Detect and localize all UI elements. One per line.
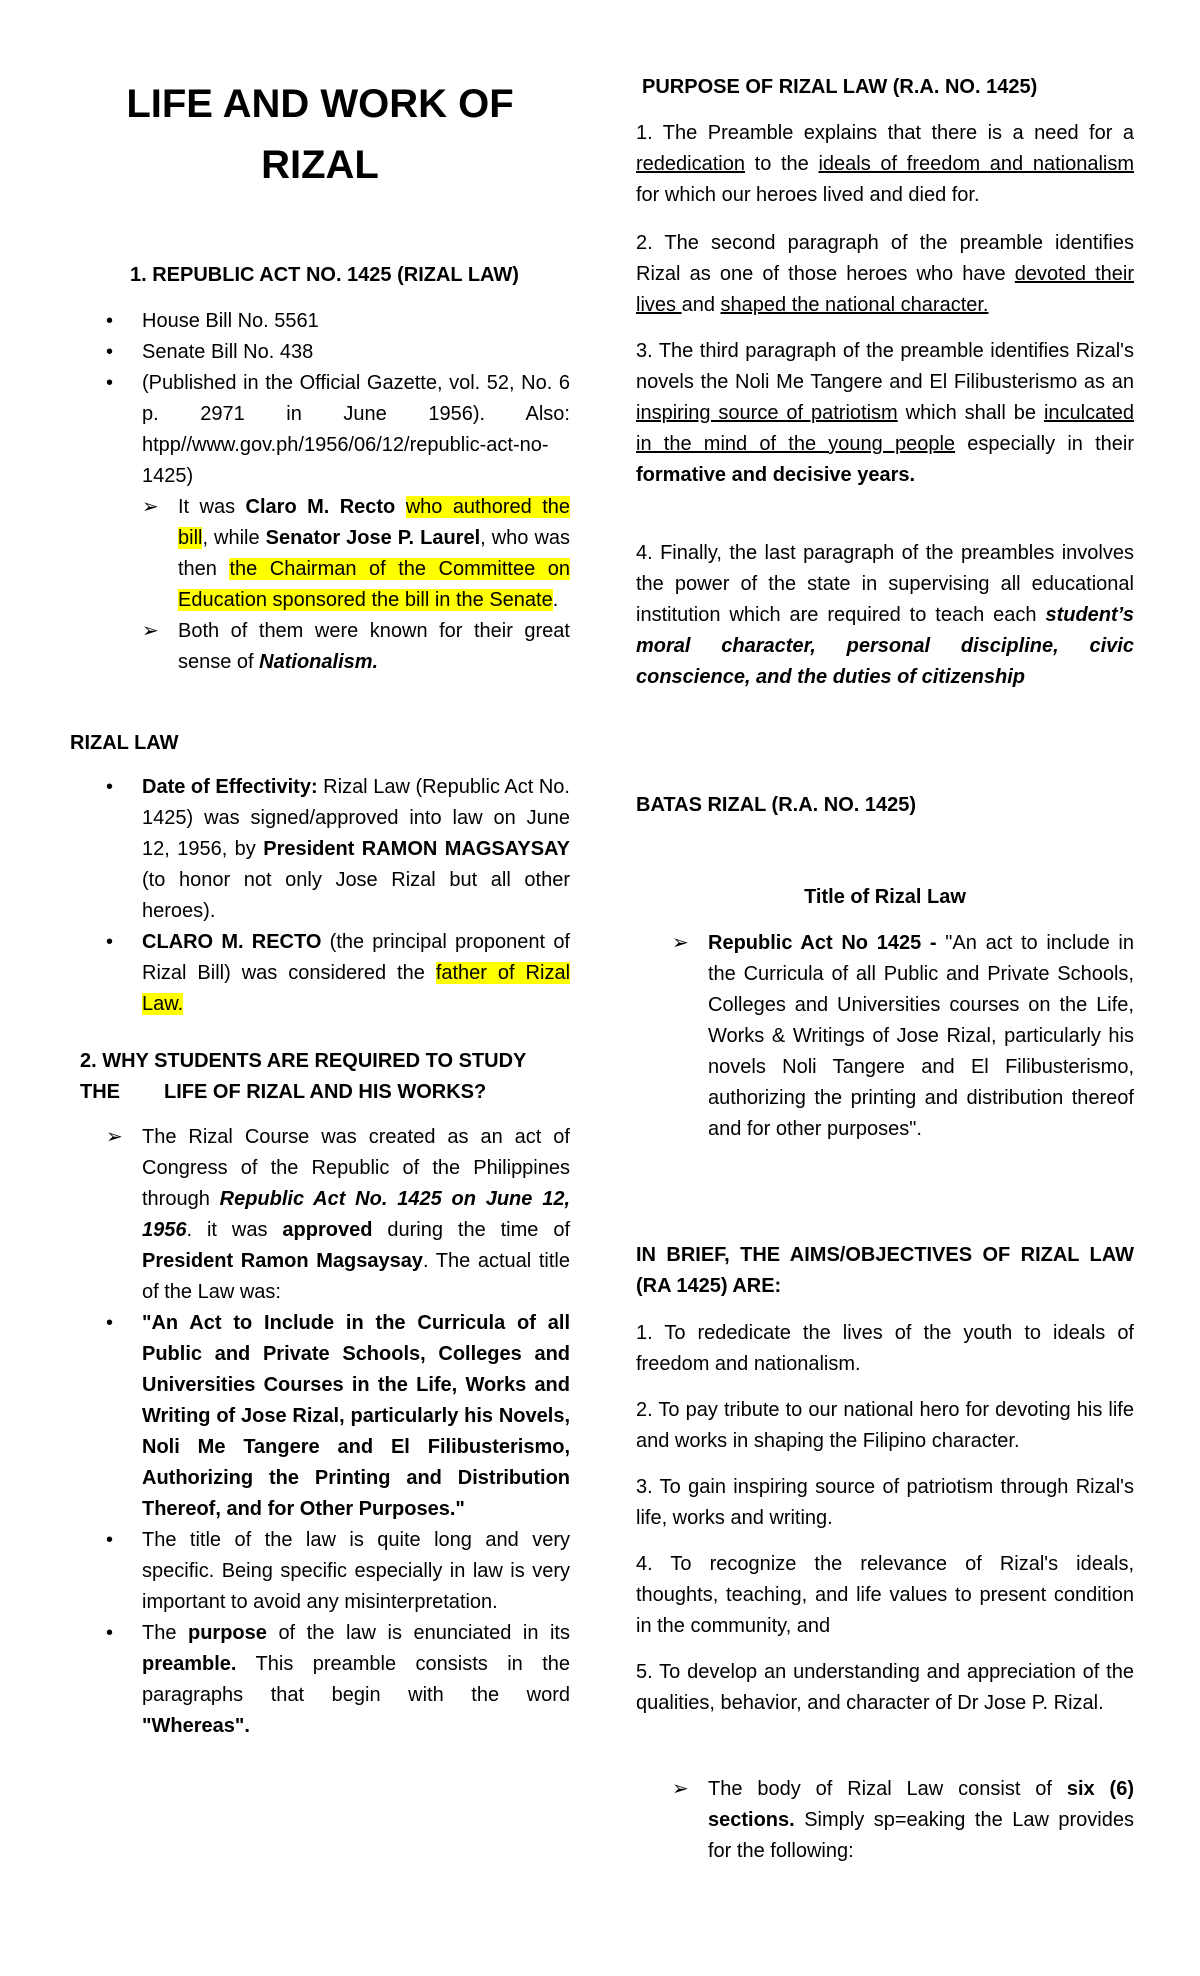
aim-item: 5. To develop an understanding and appreciation of the qualities, behavior, and character of Dr Jose P. Rizal. — [636, 1661, 1134, 1714]
title-of-rizal-law-heading: Title of Rizal Law — [804, 886, 966, 908]
list-item: • Date of Effectivity: Rizal Law (Republic Act No. 1425) was signed/approved into law on June 12, 1956, by President RAMON MAGSAYSAY (to honor not only Jose Rizal but all other heroes). — [106, 776, 570, 922]
aims-list — [636, 1318, 1134, 1734]
arrow-item-recto: ➢ It was Claro M. Recto who authored the bill, while Senator Jose P. Laurel, who was then the Chairman of the Committee on Education sponsored the bill in the Senate. — [142, 496, 571, 611]
list-item: • House Bill No. 5561 — [106, 310, 319, 332]
rizal-law-bullets — [70, 772, 570, 1020]
section-2-bullets — [70, 1308, 570, 1742]
title-list — [636, 928, 1134, 1145]
preamble-paragraph-1: 1. The Preamble explains that there is a need for a rededication to the ideals of freedom and nationalism for which our heroes lived and died for. — [636, 122, 1135, 206]
preamble-paragraph-3: 3. The third paragraph of the preamble identifies Rizal's novels the Noli Me Tangere and El Filibusterismo as an inspiring source of patriotism which shall be inculcated in the mind of the young people especially in their formative and decisive years. — [636, 340, 1135, 486]
section-1-arrows — [142, 492, 570, 678]
aim-item: 3. To gain inspiring source of patriotism through Rizal's life, works and writing. — [636, 1476, 1134, 1529]
purpose-heading: PURPOSE OF RIZAL LAW (R.A. NO. 1425) — [642, 76, 1038, 98]
document-title: LIFE AND WORK OF RIZAL — [126, 82, 514, 187]
section-2-heading: 2. WHY STUDENTS ARE REQUIRED TO STUDY THE — [80, 1050, 526, 1103]
list-item: • CLARO M. RECTO (the principal proponent of Rizal Bill) was considered the father of Rizal Law. — [106, 931, 571, 1015]
aim-item: 2. To pay tribute to our national hero for devoting his life and works in shaping the Filipino character. — [636, 1399, 1134, 1452]
body-list — [636, 1774, 1134, 1867]
section-2-heading-line-2: LIFE OF RIZAL AND HIS WORKS? — [164, 1081, 487, 1103]
aim-item: 4. To recognize the relevance of Rizal's ideals, thoughts, teaching, and life values to present condition in the community, and — [636, 1553, 1134, 1637]
arrow-item-nationalism: ➢ Both of them were known for their great sense of Nationalism. — [142, 620, 570, 673]
preamble-paragraph-4: 4. Finally, the last paragraph of the preambles involves the power of the state in supervising all educational institution which are required to teach each student’s moral character, personal discipline, civic conscience, and the duties of citizenship — [636, 542, 1134, 688]
arrow-item-course: ➢ The Rizal Course was created as an act of Congress of the Republic of the Philippines through Republic Act No. 1425 on June 12, 1956. it was approved during the time of President Ramon Magsaysay. The actual title of the Law was: — [106, 1126, 571, 1303]
aims-heading: IN BRIEF, THE AIMS/OBJECTIVES OF RIZAL LAW (RA 1425) ARE: — [636, 1244, 1134, 1297]
list-item: • "An Act to Include in the Curricula of all Public and Private Schools, Colleges and Universities Courses in the Life, Works and Writing of Jose Rizal, particularly his Novels, Noli Me Tangere and El Filibusterismo, Authorizing the Printing and Distribution Thereof, and for Other Purposes." — [106, 1312, 570, 1520]
arrow-item-republic-act: ➢ Republic Act No 1425 - "An act to include in the Curricula of all Public and Private Schools, Colleges and Universities courses on the Life, Works & Writings of Jose Rizal, particularly his novels Noli Tangere and El Filibusterismo, authorizing the printing and distribution thereof and for other purposes". — [672, 932, 1134, 1140]
section-1-bullets — [70, 306, 570, 492]
list-item: • (Published in the Official Gazette, vol. 52, No. 6 p. 2971 in June 1956). Also: htpp//www.gov.ph/1956/06/12/republic-act-no-1425) — [106, 372, 570, 487]
list-item: • The title of the law is quite long and very specific. Being specific especially in law is very important to avoid any misinterpretation. — [106, 1529, 570, 1613]
section-1-heading: 1. REPUBLIC ACT NO. 1425 (RIZAL LAW) — [130, 264, 519, 286]
aim-item: 1. To rededicate the lives of the youth to ideals of freedom and nationalism. — [636, 1322, 1134, 1375]
batas-rizal-heading: BATAS RIZAL (R.A. NO. 1425) — [636, 794, 917, 816]
rizal-law-heading: RIZAL LAW — [70, 732, 179, 754]
preamble-paragraph-2: 2. The second paragraph of the preamble identifies Rizal as one of those heroes who have devoted their lives and shaped the national character. — [636, 232, 1135, 316]
list-item: • Senate Bill No. 438 — [106, 341, 314, 363]
arrow-item-body: ➢ The body of Rizal Law consist of six (6) sections. Simply sp=eaking the Law provides for the following: — [672, 1778, 1134, 1862]
section-2-list — [106, 1122, 570, 1308]
list-item: • The purpose of the law is enunciated in its preamble. This preamble consists in the paragraphs that begin with the word "Whereas". — [106, 1622, 570, 1737]
